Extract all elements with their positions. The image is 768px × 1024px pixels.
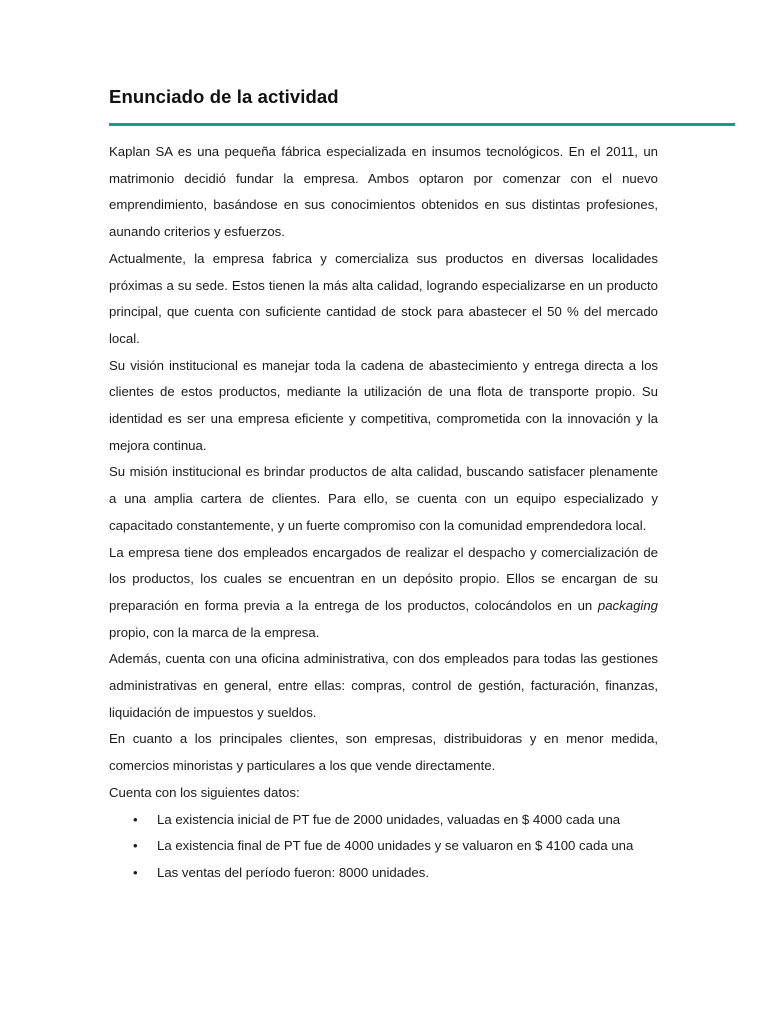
document-body bbox=[109, 139, 658, 887]
list-item bbox=[109, 833, 658, 860]
paragraph-mission: Su misión institucional es brindar productos de alta calidad, buscando satisfacer plenamente a una amplia cartera de clientes. Para ello, se cuenta con un equipo especializado y capacitado constantemente, y un fuerte compromiso con la comunidad emprendedora local. bbox=[109, 464, 658, 533]
page-title: Enunciado de la actividad bbox=[109, 86, 339, 107]
list-item-text: Las ventas del período fueron: 8000 unidades. bbox=[157, 864, 430, 880]
list-item bbox=[109, 860, 658, 887]
paragraph-employees-text: La empresa tiene dos empleados encargados de realizar el despacho y comercialización de los productos, los cuales se encuentran en un depósito propio. Ellos se encargan de su preparación en forma previa a la entrega de los productos, colocándolos en un bbox=[109, 544, 658, 613]
title-divider bbox=[109, 123, 735, 126]
bullet-icon: • bbox=[133, 838, 138, 854]
paragraph-intro: Kaplan SA es una pequeña fábrica especializada en insumos tecnológicos. En el 2011, un matrimonio decidió fundar la empresa. Ambos optaron por comenzar con el nuevo emprendimiento, basándose en sus conocimientos obtenidos en sus distintas profesiones, aunando criterios y esfuerzos. bbox=[109, 144, 658, 240]
paragraph-current-activity: Actualmente, la empresa fabrica y comercializa sus productos en diversas localidades próximas a su sede. Estos tienen la más alta calidad, logrando especializarse en un producto principal, que cuenta con suficiente cantidad de stock para abastecer el 50 % del mercado local. bbox=[109, 250, 658, 346]
list-item-text: La existencia inicial de PT fue de 2000 unidades, valuadas en $ 4000 cada una bbox=[157, 811, 621, 827]
data-bullet-list bbox=[109, 807, 658, 887]
paragraph-vision: Su visión institucional es manejar toda la cadena de abastecimiento y entrega directa a los clientes de estos productos, mediante la utilización de una flota de transporte propio. Su identidad es ser una empresa eficiente y competitiva, comprometida con la innovación y la mejora continua. bbox=[109, 357, 658, 453]
list-item bbox=[109, 807, 658, 834]
paragraph-employees-tail: propio, con la marca de la empresa. bbox=[109, 624, 320, 640]
paragraph-clients: En cuanto a los principales clientes, son empresas, distribuidoras y en menor medida, comercios minoristas y particulares a los que vende directamente. bbox=[109, 731, 658, 774]
paragraph-admin-office: Además, cuenta con una oficina administrativa, con dos empleados para todas las gestiones administrativas en general, entre ellas: compras, control de gestión, facturación, finanzas, liquidación de impuestos y sueldos. bbox=[109, 651, 658, 720]
bullet-icon: • bbox=[133, 864, 138, 880]
list-item-text: La existencia final de PT fue de 4000 unidades y se valuaron en $ 4100 cada una bbox=[157, 838, 634, 854]
packaging-term: packaging bbox=[597, 597, 658, 613]
paragraph-data-intro: Cuenta con los siguientes datos: bbox=[109, 784, 300, 800]
paragraph-employees bbox=[109, 540, 658, 647]
bullet-icon: • bbox=[133, 811, 138, 827]
